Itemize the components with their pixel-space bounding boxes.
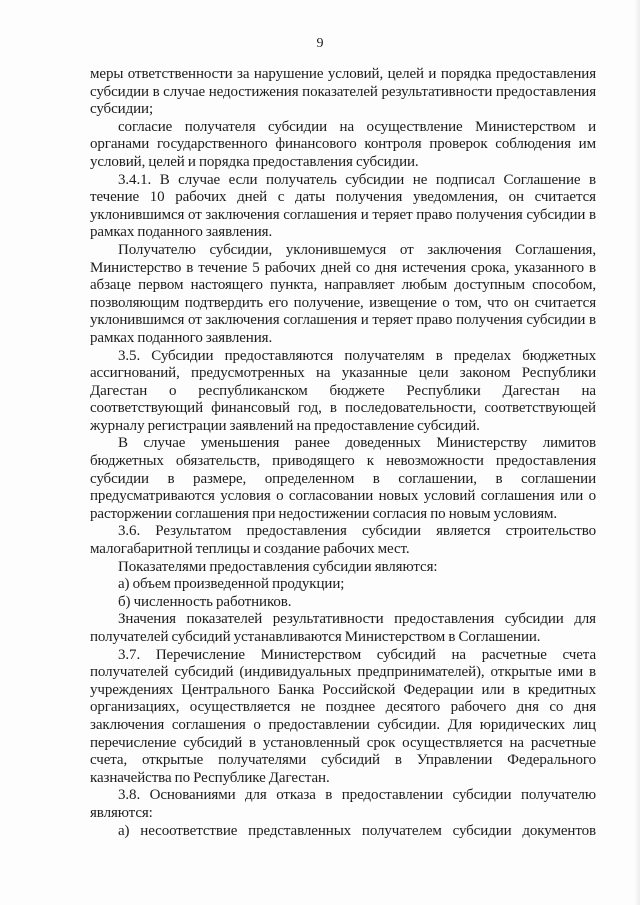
page-number: 9 bbox=[316, 36, 324, 51]
list-item-production-volume: а) объем произведенной продукции; bbox=[118, 576, 345, 593]
paragraph-recipient-consent: согласие получателя субсидии на осуществление Министерством и органами государственного финансового контроля проверок соблюдения им условий, целей и порядка предоставления субсидии. bbox=[90, 118, 596, 170]
paragraph-evasion-notice: Получателю субсидии, уклонившемуся от заключения Соглашения, Министерство в течение 5 рабочих дней со дня истечения срока, указанного в абзаце первом настоящего пункта, направляет любым доступным способом, позволяющим подтвердить его получение, извещение о том, что он считается уклонившимся от заключения соглашения и теряет право получения субсидии в рамках поданного заявления. bbox=[90, 241, 596, 346]
paragraph-indicators-heading: Показателями предоставления субсидии являются: bbox=[118, 558, 438, 575]
paragraph-responsibility-measures: меры ответственности за нарушение условий, целей и порядка предоставления субсидии в случае недостижения показателей результативности предоставления субсидии; bbox=[90, 66, 596, 118]
scan-edge-shadow bbox=[634, 0, 640, 905]
paragraph-3-6: 3.6. Результатом предоставления субсидии является строительство малогабаритной теплицы и создание рабочих мест. bbox=[90, 523, 596, 558]
paragraph-3-8: 3.8. Основаниями для отказа в предоставлении субсидии получателю являются: bbox=[90, 787, 596, 821]
document-body bbox=[90, 66, 596, 840]
paragraph-3-5: 3.5. Субсидии предоставляются получателям в пределах бюджетных ассигнований, предусмотренных на указанные цели законом Республики Дагестан о республиканском бюджете Республики Дагестан на соответствующий финансовый год, в последовательности, соответствующей журналу регистрации заявлений на предоставление субсидий. bbox=[90, 347, 596, 434]
paragraph-indicator-values: Значения показателей результативности предоставления субсидии для получателей субсидий устанавливаются Министерством в Соглашении. bbox=[90, 611, 596, 645]
paragraph-3-7: 3.7. Перечисление Министерством субсидий на расчетные счета получателей субсидий (индивидуальных предпринимателей), открытые ими в учреждениях Центрального Банка Российской Федерации или в кредитных организациях, осуществляется не позднее десятого рабочего дня со дня заключения соглашения о предоставлении субсидии. Для юридических лиц перечисление субсидий в установленный срок осуществляется на расчетные счета, открытые получателями субсидий в Управлении Федерального казначейства по Республике Дагестан. bbox=[90, 646, 596, 786]
list-item-employee-count: б) численность работников. bbox=[118, 593, 292, 610]
list-item-document-mismatch: а) несоответствие представленных получателем субсидии документов bbox=[118, 822, 596, 839]
paragraph-limits-reduction: В случае уменьшения ранее доведенных Министерству лимитов бюджетных обязательств, приводящего к невозможности предоставления субсидии в размере, определенном в соглашении, в соглашении предусматриваются условия о согласовании новых условий соглашения или о расторжении соглашения при недостижении согласия по новым условиям. bbox=[90, 435, 596, 522]
paragraph-3-4-1: 3.4.1. В случае если получатель субсидии не подписал Соглашение в течение 10 рабочих дней с даты получения уведомления, он считается уклонившимся от заключения соглашения и теряет право получения субсидии в рамках поданного заявления. bbox=[90, 171, 596, 241]
